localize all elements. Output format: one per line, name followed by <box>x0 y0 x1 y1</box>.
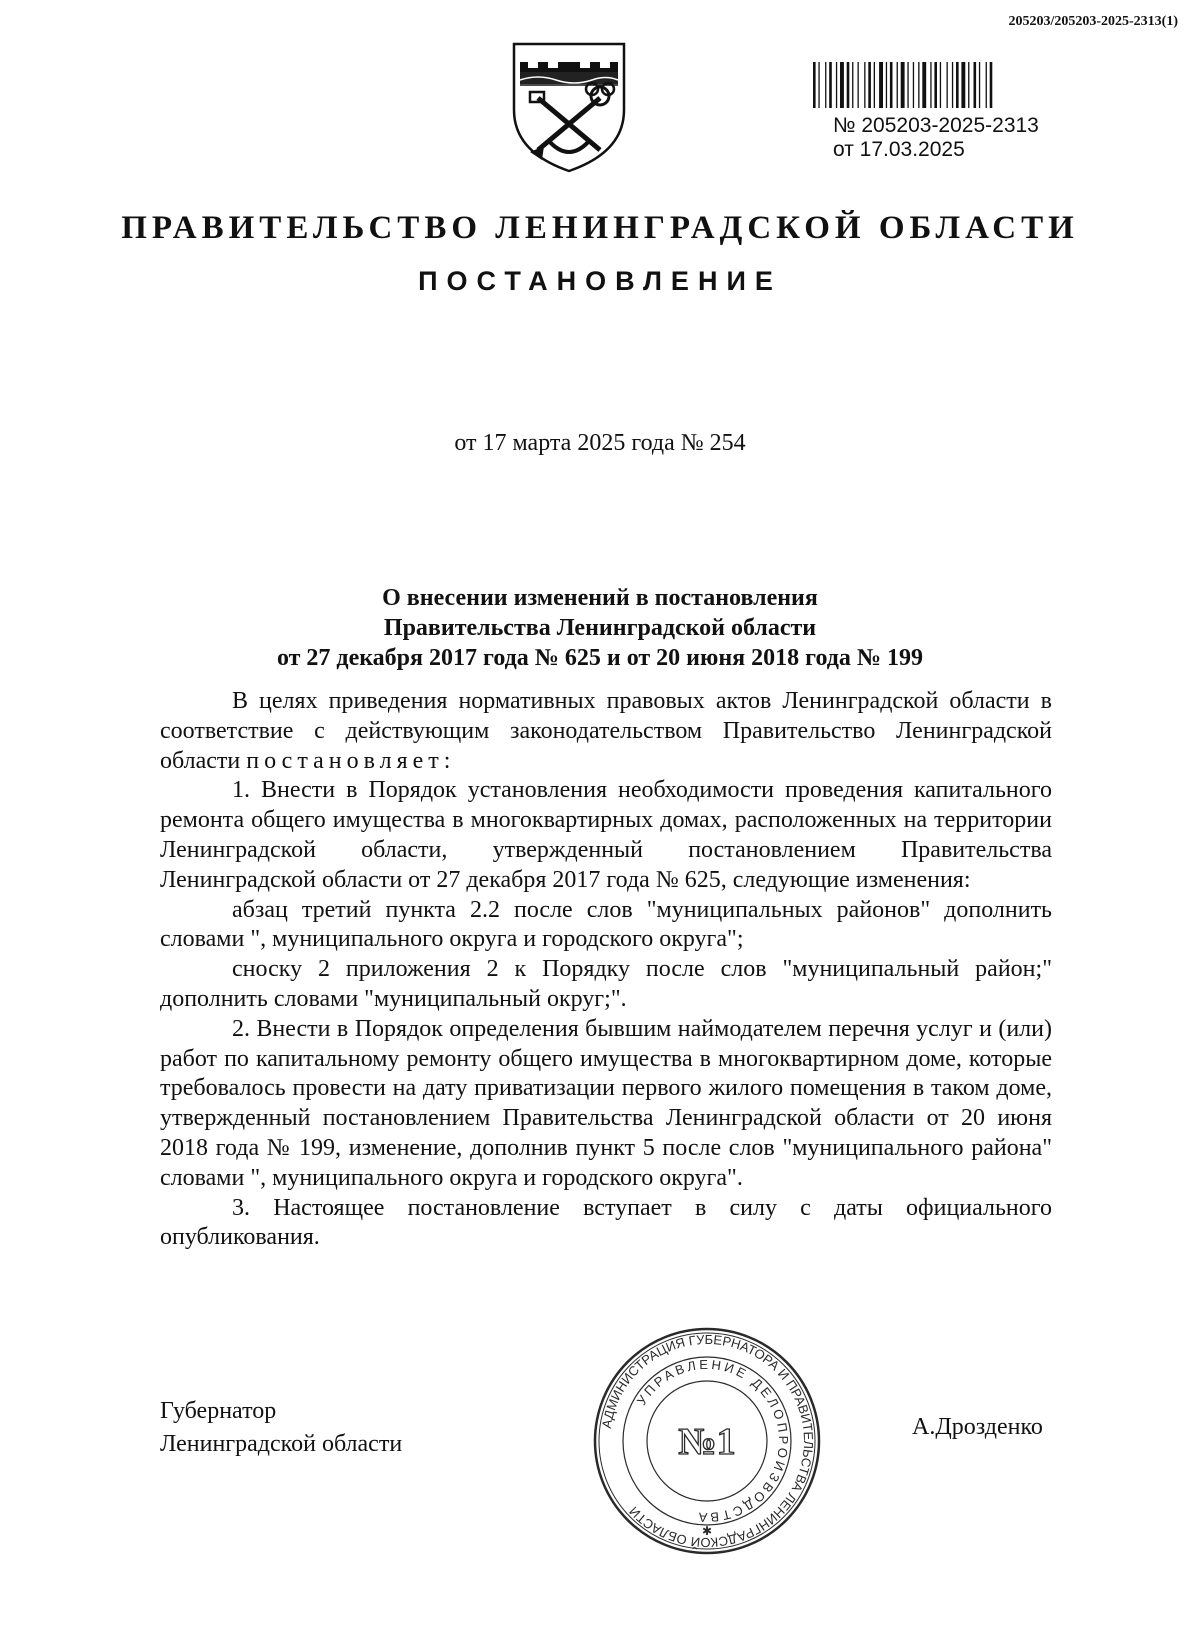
signer-position-region: Ленинградской области <box>160 1431 403 1457</box>
body-paragraph: абзац третий пункта 2.2 после слов "муниципальных районов" дополнить словами ", муниципального округа и городского округа"; <box>160 896 1052 953</box>
signer-position: Губернатор <box>160 1398 277 1424</box>
body-paragraph: 2. Внести в Порядок определения бывшим наймодателем перечня услуг и (или) работ по капитальному ремонту общего имущества в многоквартирном доме, которые требовалось провести на дату приватизации первого жилого помещения в таком доме, утвержденный постановлением Правительства Ленинградской области от 20 июня 2018 года № 199, изменение, дополнив пункт 5 после слов "муниципального района" словами ", муниципального округа и городского округа". <box>160 1015 1052 1191</box>
document-heading <box>150 583 1050 673</box>
seal-inner-text: УПРАВЛЕНИЕ ДЕЛОПРОИЗВОДСТВА <box>633 1356 792 1526</box>
document-date-number: от 17 марта 2025 года № 254 <box>454 430 746 456</box>
government-title: ПРАВИТЕЛЬСТВО ЛЕНИНГРАДСКОЙ ОБЛАСТИ <box>121 210 1079 246</box>
body-paragraph <box>160 687 1052 776</box>
heading-line: О внесении изменений в постановления <box>382 585 818 611</box>
registration-date: от 17.03.2025 <box>833 138 965 161</box>
document-body <box>160 687 1052 1253</box>
seal-outer-text: АДМИНИСТРАЦИЯ ГУБЕРНАТОРА И ПРАВИТЕЛЬСТВА ЛЕНИНГРАДСКОЙ ОБЛАСТИ <box>598 1331 817 1551</box>
heading-line: от 27 декабря 2017 года № 625 и от 20 июня 2018 года № 199 <box>276 645 924 671</box>
body-paragraph: 1. Внести в Порядок установления необходимости проведения капитального ремонта общего имущества в многоквартирных домах, расположенных на территории Ленинградской области, утвержденный постановлением Правительства Ленинградской области от 27 декабря 2017 года № 625, следующие изменения: <box>160 777 1052 893</box>
body-paragraph: сноску 2 приложения 2 к Порядку после слов "муниципальный район;" дополнить словами "муниципальный округ;". <box>160 956 1052 1012</box>
document-code: 205203/205203-2025-2313(1) <box>1008 14 1178 29</box>
seal-center-number: №1 <box>678 1421 736 1463</box>
body-paragraph: 3. Настоящее постановление вступает в силу с даты официального опубликования. <box>160 1194 1052 1251</box>
document-type: ПОСТАНОВЛЕНИЕ <box>418 266 782 296</box>
preamble-text: В целях приведения нормативных правовых актов Ленинградской области в соответствие с действующим законодательством Правительство Ленинградской области <box>160 688 1052 774</box>
barcode-icon <box>813 62 1037 108</box>
registration-number: № 205203-2025-2313 <box>833 114 1039 137</box>
heading-line: Правительства Ленинградской области <box>383 615 817 641</box>
coat-of-arms-icon <box>508 40 630 175</box>
seal-star-icon: ✱ <box>701 1524 713 1538</box>
signer-name: А.Дрозденко <box>912 1414 1043 1440</box>
official-seal <box>592 1326 822 1556</box>
resolves-word: постановляет: <box>246 747 456 774</box>
